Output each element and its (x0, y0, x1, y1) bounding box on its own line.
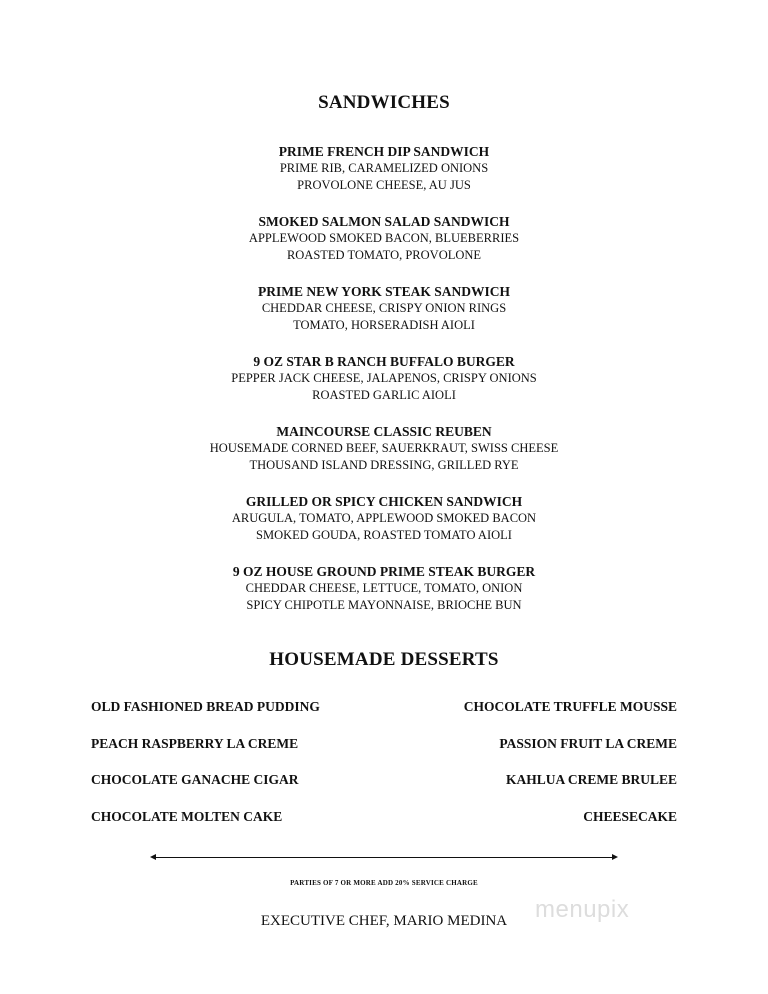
dessert-item: CHEESECAKE (583, 809, 677, 825)
dessert-item: PEACH RASPBERRY LA CREME (91, 735, 299, 751)
sandwiches-heading: SANDWICHES (318, 92, 450, 113)
menu-item (0, 493, 768, 563)
arrow-divider (152, 857, 616, 858)
menu-item-description: SMOKED GOUDA, ROASTED TOMATO AIOLI (256, 528, 512, 542)
dessert-item: OLD FASHIONED BREAD PUDDING (91, 699, 320, 714)
menu-item-name: SMOKED SALMON SALAD SANDWICH (258, 214, 510, 229)
menu-item-description: HOUSEMADE CORNED BEEF, SAUERKRAUT, SWISS CHEESE (209, 441, 559, 455)
menu-item-description: PEPPER JACK CHEESE, JALAPENOS, CRISPY ONIONS (231, 371, 537, 385)
desserts-heading: HOUSEMADE DESSERTS (269, 649, 499, 670)
dessert-item: CHOCOLATE GANACHE CIGAR (91, 772, 299, 788)
menu-item-description: CHEDDAR CHEESE, LETTUCE, TOMATO, ONION (245, 581, 523, 595)
executive-chef-credit: EXECUTIVE CHEF, MARIO MEDINA (260, 913, 508, 929)
menu-item (0, 143, 768, 213)
menu-item (0, 563, 768, 633)
menu-item-description: THOUSAND ISLAND DRESSING, GRILLED RYE (249, 458, 519, 472)
service-charge-note: PARTIES OF 7 OR MORE ADD 20% SERVICE CHARGE (290, 879, 478, 887)
menu-item (0, 213, 768, 283)
menu-item-description: APPLEWOOD SMOKED BACON, BLUEBERRIES (248, 231, 520, 245)
menu-item-description: ROASTED TOMATO, PROVOLONE (286, 248, 482, 262)
menu-item-name: MAINCOURSE CLASSIC REUBEN (276, 424, 492, 439)
menu-item-name: 9 OZ STAR B RANCH BUFFALO BURGER (253, 354, 515, 369)
menu-item (0, 353, 768, 423)
dessert-item: PASSION FRUIT LA CREME (499, 735, 677, 751)
desserts-left-column (91, 698, 320, 845)
menu-item-name: 9 OZ HOUSE GROUND PRIME STEAK BURGER (232, 564, 536, 579)
menu-item-description: SPICY CHIPOTLE MAYONNAISE, BRIOCHE BUN (246, 598, 522, 612)
menu-item-name: PRIME NEW YORK STEAK SANDWICH (257, 284, 511, 299)
menu-item-description: TOMATO, HORSERADISH AIOLI (293, 318, 475, 332)
menu-item-description: ARUGULA, TOMATO, APPLEWOOD SMOKED BACON (231, 511, 537, 525)
menu-item-description: PRIME RIB, CARAMELIZED ONIONS (279, 161, 489, 175)
menupix-watermark (535, 896, 629, 924)
desserts-right-column (464, 698, 677, 845)
menu-item-description: PROVOLONE CHEESE, AU JUS (297, 178, 471, 192)
menu-item (0, 423, 768, 493)
dessert-item: CHOCOLATE MOLTEN CAKE (91, 809, 283, 825)
menu-item-name: GRILLED OR SPICY CHICKEN SANDWICH (245, 494, 523, 509)
menu-item (0, 283, 768, 353)
dessert-item: CHOCOLATE TRUFFLE MOUSSE (463, 699, 677, 714)
menu-item-name: PRIME FRENCH DIP SANDWICH (278, 144, 490, 159)
dessert-item: KAHLUA CREME BRULEE (505, 772, 677, 788)
menu-item-description: ROASTED GARLIC AIOLI (312, 388, 456, 402)
sandwich-list (0, 143, 768, 633)
watermark-text: menupix (535, 896, 630, 923)
menu-item-description: CHEDDAR CHEESE, CRISPY ONION RINGS (261, 301, 507, 315)
